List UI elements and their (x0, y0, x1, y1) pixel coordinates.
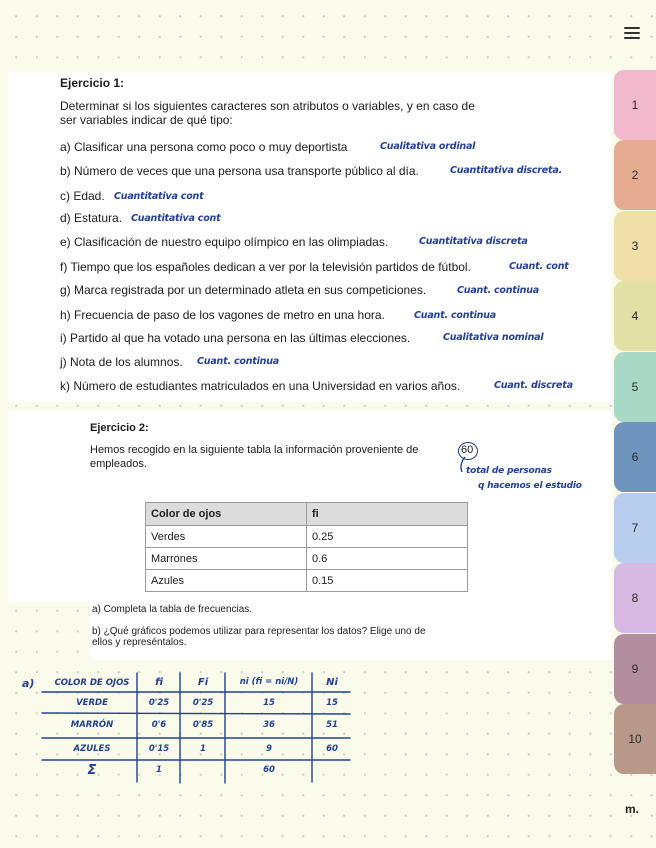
question-item: a) Clasificar una persona como poco o muy deportista (60, 140, 348, 154)
question-item: i) Partido al que ha votado una persona en las últimas elecciones. (60, 331, 411, 345)
handwritten-answer: Cualitativa ordinal (380, 141, 476, 152)
ejercicio-2-title: Ejercicio 2: (90, 422, 149, 434)
question-item: h) Frecuencia de paso de los vagones de metro en una hora. (60, 308, 385, 322)
table-cell: Verdes (146, 526, 307, 548)
table-header-cell: Color de ojos (146, 503, 307, 526)
question-b-line1: b) ¿Qué gráficos podemos utilizar para representar los datos? Elige uno de (92, 626, 426, 637)
table-cell: Azules (146, 570, 307, 592)
tab-1[interactable]: 1 (614, 70, 656, 140)
tab-10[interactable]: 10 (614, 704, 656, 774)
handwritten-answer: Cuantitativa cont (131, 213, 221, 224)
handwritten-cell: VERDE (76, 698, 108, 708)
handwritten-cell: 60 (326, 744, 338, 754)
handwritten-answer: Cuantitativa discreta (419, 236, 528, 247)
table-cell: Marrones (146, 548, 307, 570)
handwritten-cell: MARRÓN (70, 720, 114, 730)
handwritten-cell: 1 (200, 744, 206, 754)
tab-2[interactable]: 2 (614, 140, 656, 210)
tab-3[interactable]: 3 (614, 211, 656, 281)
handwritten-note-line2: q hacemos el estudio (478, 481, 582, 491)
table-cell: 0.25 (307, 526, 468, 548)
question-item: b) Número de veces que una persona usa transporte público al día. (60, 164, 419, 178)
handwritten-header-cell: Fi (197, 677, 209, 688)
tab-8[interactable]: 8 (614, 563, 656, 633)
question-item: f) Tiempo que los españoles dedican a ver por la televisión partidos de fútbol. (60, 260, 471, 274)
ejercicio-2-line1: Hemos recogido en la siguiente tabla la información proveniente de (90, 444, 419, 456)
handwritten-cell: 51 (326, 720, 338, 730)
handwritten-answer: Cuant. continua (414, 310, 497, 321)
table-cell: 0.15 (307, 570, 468, 592)
question-item: g) Marca registrada por un determinado atleta en sus competiciones. (60, 283, 427, 297)
handwritten-header-cell: ni (fi = ni/N) (239, 677, 299, 687)
handwritten-label: a) (22, 677, 35, 690)
handwritten-cell: 60 (263, 765, 275, 775)
handwritten-cell: AZULES (73, 744, 111, 754)
handwritten-cell: 9 (266, 744, 272, 754)
handwritten-cell: 15 (326, 698, 338, 708)
handwritten-cell: 1 (156, 765, 162, 775)
ejercicio-1-title: Ejercicio 1: (60, 76, 125, 90)
ejercicio-1-intro-line2: ser variables indicar de qué tipo: (60, 113, 233, 127)
handwritten-cell: 0'6 (151, 720, 167, 730)
table-header-cell: fi (307, 503, 468, 526)
handwritten-note-line1: total de personas (466, 466, 552, 476)
employee-count: 60 (461, 444, 474, 456)
question-item: k) Número de estudiantes matriculados en una Universidad en varios años. (60, 379, 461, 393)
handwritten-cell: 36 (263, 720, 275, 730)
question-item: c) Edad. (60, 189, 105, 203)
handwritten-cell: 0'15 (148, 744, 170, 754)
handwritten-answer: Cualitativa nominal (443, 332, 544, 343)
tab-9[interactable]: 9 (614, 634, 656, 704)
handwritten-cell: 0'25 (148, 698, 170, 708)
handwritten-answer: Cuantitativa cont (114, 191, 204, 202)
footer-label: m. (625, 802, 640, 816)
handwritten-cell: 15 (263, 698, 275, 708)
table-cell: 0.6 (307, 548, 468, 570)
handwritten-answer: Cuant. continua (457, 285, 540, 296)
question-item: j) Nota de los alumnos. (60, 355, 183, 369)
handwritten-header-cell: Ni (326, 677, 338, 688)
handwritten-header-cell: COLOR DE OJOS (54, 678, 130, 688)
handwritten-answer: Cuant. cont (509, 261, 569, 272)
handwritten-answer: Cuant. continua (197, 356, 280, 367)
handwritten-answer: Cuantitativa discreta. (450, 165, 562, 176)
question-item: d) Estatura. (60, 211, 123, 225)
sum-symbol: Σ (87, 763, 97, 778)
tab-6[interactable]: 6 (614, 422, 656, 492)
tab-5[interactable]: 5 (614, 352, 656, 422)
handwritten-cell: 0'25 (192, 698, 214, 708)
tab-7[interactable]: 7 (614, 493, 656, 563)
question-b-line2: ellos y represéntalos. (92, 637, 187, 648)
question-item: e) Clasificación de nuestro equipo olímpico en las olimpiadas. (60, 235, 389, 249)
handwritten-answer: Cuant. discreta (494, 380, 573, 391)
handwritten-header-cell: fi (155, 677, 163, 688)
tab-4[interactable]: 4 (614, 281, 656, 351)
ejercicio-1-intro-line1: Determinar si los siguientes caracteres son atributos o variables, y en caso de (60, 99, 475, 113)
question-a: a) Completa la tabla de frecuencias. (92, 604, 253, 615)
handwritten-cell: 0'85 (192, 720, 214, 730)
ejercicio-2-line2: empleados. (90, 458, 147, 470)
